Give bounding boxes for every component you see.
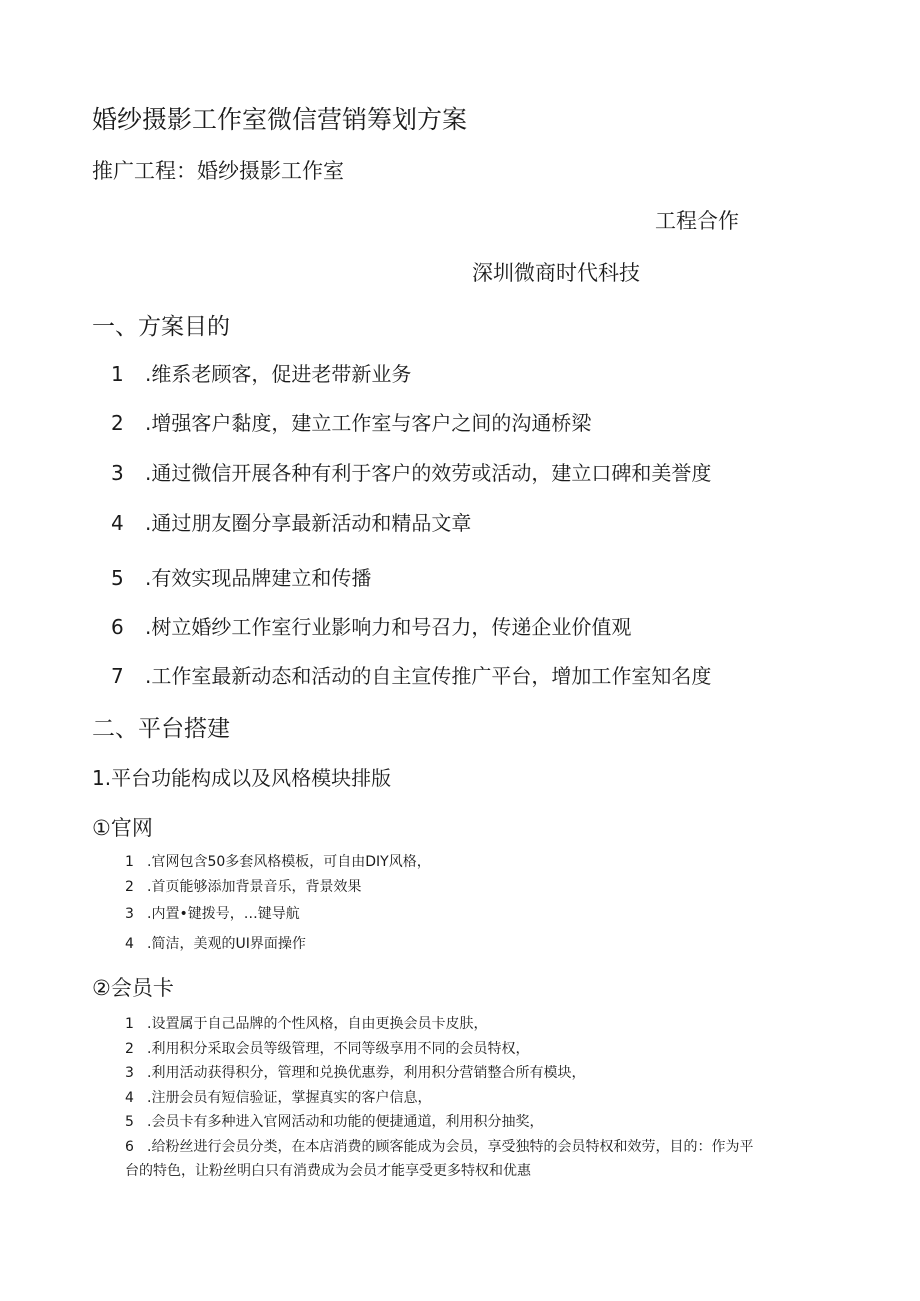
item-number: 5 — [125, 1114, 134, 1130]
member-feature-item — [125, 1111, 543, 1131]
site-feature-item — [125, 903, 300, 923]
section-heading-platform: 二、平台搭建 — [92, 716, 230, 742]
document-title: 婚纱摄影工作室微信营销筹划方案 — [92, 105, 468, 134]
goal-item — [111, 457, 711, 486]
item-number: 3 — [125, 1065, 134, 1081]
member-feature-item — [125, 1038, 529, 1058]
member-card-heading: ②会员卡 — [92, 976, 174, 1000]
item-text: .通过朋友圈分享最新活动和精品文章 — [145, 511, 472, 535]
item-number: 6 — [125, 1139, 134, 1155]
item-number: 2 — [111, 411, 124, 435]
site-feature-item — [125, 933, 306, 953]
item-text: .给粉丝进行会员分类，在本店消费的顾客能成为会员，享受独特的会员特权和效劳，目的：作为平 — [147, 1139, 754, 1155]
member-feature-item — [125, 1087, 431, 1107]
item-text: .注册会员有短信验证，掌握真实的客户信息， — [147, 1090, 432, 1106]
promotion-project-line: 推广工程：婚纱摄影工作室 — [92, 159, 344, 183]
item-number: 7 — [111, 664, 124, 688]
item-text: .树立婚纱工作室行业影响力和号召力，传递企业价值观 — [145, 615, 632, 639]
goal-item — [111, 358, 411, 387]
subsection-heading: 1.平台功能构成以及风格模块排版 — [92, 766, 392, 790]
item-text: .通过微信开展各种有利于客户的效劳或活动，建立口碑和美誉度 — [145, 461, 712, 485]
site-feature-item — [125, 851, 431, 871]
item-text: .官网包含50多套风格模板，可自由DIY风格， — [147, 854, 431, 870]
item-number: 2 — [125, 1041, 134, 1057]
cooperation-line: 工程合作 — [655, 209, 739, 233]
goal-item — [111, 611, 631, 640]
item-text: .首页能够添加背景音乐，背景效果 — [147, 879, 362, 895]
item-number: 1 — [125, 854, 134, 870]
item-text: .简洁，美观的UI界面操作 — [147, 936, 306, 952]
item-text: .内置•键拨号，…键导航 — [147, 906, 300, 922]
company-name: 深圳微商时代科技 — [472, 261, 640, 285]
item-number: 1 — [125, 1016, 134, 1032]
item-number: 4 — [111, 511, 124, 535]
member-feature-item — [125, 1013, 487, 1033]
site-feature-item — [125, 876, 361, 896]
item-number: 6 — [111, 615, 124, 639]
item-number: 3 — [125, 906, 134, 922]
item-number: 5 — [111, 566, 124, 590]
item-number: 1 — [111, 362, 124, 386]
item-text: .利用积分采取会员等级管理，不同等级享用不同的会员特权， — [147, 1041, 530, 1057]
goal-item — [111, 660, 711, 689]
item-text: .设置属于自己品牌的个性风格，自由更换会员卡皮肤， — [147, 1016, 488, 1032]
item-text: .维系老顾客，促进老带新业务 — [145, 362, 412, 386]
member-feature-item — [125, 1136, 753, 1156]
goal-item — [111, 562, 371, 591]
item-text: .有效实现品牌建立和传播 — [145, 566, 372, 590]
goal-item — [111, 507, 471, 536]
item-number: 3 — [111, 461, 124, 485]
section-heading-goals: 一、方案目的 — [92, 314, 230, 340]
item-text: .工作室最新动态和活动的自主宣传推广平台，增加工作室知名度 — [145, 664, 712, 688]
member-feature-item-continuation: 台的特色，让粉丝明白只有消费成为会员才能享受更多特权和优惠 — [125, 1163, 531, 1179]
goal-item — [111, 407, 591, 436]
official-site-heading: ①官网 — [92, 816, 153, 840]
item-number: 4 — [125, 936, 134, 952]
item-number: 4 — [125, 1090, 134, 1106]
member-feature-item — [125, 1062, 585, 1082]
item-number: 2 — [125, 879, 134, 895]
item-text: .利用活动获得积分，管理和兑换优惠券，利用积分营销整合所有模块， — [147, 1065, 586, 1081]
item-text: .会员卡有多种进入官网活动和功能的便捷通道，利用积分抽奖， — [147, 1114, 544, 1130]
item-text: .增强客户黏度，建立工作室与客户之间的沟通桥梁 — [145, 411, 592, 435]
